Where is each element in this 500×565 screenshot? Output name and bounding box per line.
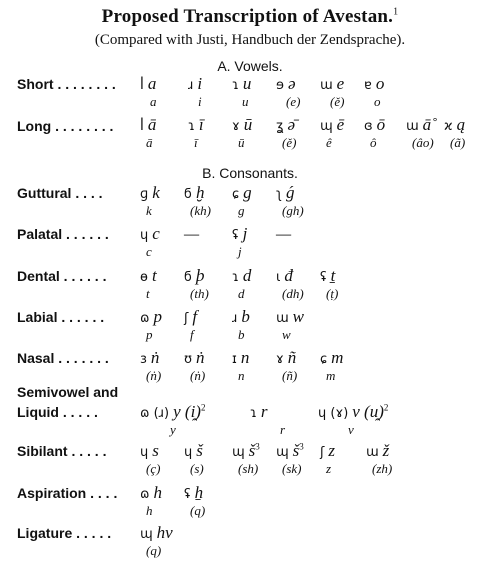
glyph-cell — [232, 183, 252, 203]
avestan-glyph: ɥ (ɤ) — [318, 406, 349, 421]
avestan-glyph: ʢ — [184, 487, 191, 502]
justi-equivalent: y — [170, 422, 176, 437]
justi-equivalent: (q) — [190, 503, 206, 518]
justi-equivalent: u — [242, 94, 249, 109]
avestan-glyph: ɡ — [140, 187, 149, 202]
avestan-glyph: ɩ — [276, 270, 281, 285]
glyph-cell — [250, 402, 268, 422]
glyph-cell — [444, 115, 465, 135]
justi-equivalent: ô — [370, 135, 377, 150]
glyph-cell — [276, 183, 295, 203]
glyph-cell — [320, 266, 335, 286]
transliteration: g — [243, 183, 252, 202]
transliteration: š — [292, 441, 300, 460]
glyph-cell — [364, 115, 385, 135]
row-label-4: Nasal . . . . . . . — [17, 350, 109, 366]
transliteration: ṯ — [330, 266, 336, 285]
transliteration: i — [197, 74, 203, 93]
transliteration: ž — [382, 441, 390, 460]
row-label-3: Labial . . . . . . — [17, 309, 105, 325]
transliteration: c — [152, 224, 160, 243]
row-label-6: Sibilant . . . . . — [17, 443, 107, 459]
avestan-glyph: ɰ — [320, 119, 333, 134]
transliteration: ū — [243, 115, 253, 134]
avestan-glyph: ꟾ — [140, 119, 144, 134]
justi-equivalent: (ṅ) — [146, 368, 162, 383]
transliteration: r — [260, 402, 268, 421]
justi-equivalent: (e) — [286, 94, 301, 109]
justi-equivalent: (sh) — [238, 461, 259, 476]
avestan-glyph: ɰ — [140, 527, 153, 542]
row-label-7: Aspiration . . . . — [17, 485, 118, 501]
avestan-glyph: ɥ — [184, 445, 193, 460]
transliteration: ą — [456, 115, 466, 134]
transliteration: ṅ — [196, 348, 205, 367]
glyph-cell — [184, 307, 197, 327]
glyph-cell — [184, 266, 204, 286]
avestan-glyph: ɰ — [276, 445, 289, 460]
transliteration: n — [240, 348, 250, 367]
avestan-glyph: ʃ — [184, 311, 189, 326]
transliteration: — — [184, 224, 200, 243]
justi-equivalent: (gh) — [282, 203, 304, 218]
avestan-glyph: ɵ — [140, 270, 148, 285]
glyph-cell — [320, 74, 344, 94]
glyph-cell — [276, 115, 295, 135]
row-label-semivowel: Semivowel and — [17, 384, 119, 400]
justi-equivalent: v — [348, 422, 354, 437]
glyph-cell — [232, 348, 249, 368]
transliteration: ə — [288, 74, 296, 93]
justi-equivalent: i — [198, 94, 202, 109]
avestan-glyph: ɹ — [232, 311, 238, 326]
justi-equivalent: d — [238, 286, 245, 301]
row-label-8: Ligature . . . . . — [17, 525, 112, 541]
avestan-glyph: ɤ — [232, 119, 240, 134]
transliteration: d — [242, 266, 252, 285]
avestan-glyph: ʃ — [320, 445, 325, 460]
justi-equivalent: p — [146, 327, 153, 342]
justi-equivalent: g — [238, 203, 245, 218]
justi-equivalent: (dh) — [282, 286, 304, 301]
justi-equivalent: k — [146, 203, 152, 218]
justi-equivalent: (zh) — [372, 461, 393, 476]
glyph-cell — [140, 115, 156, 135]
glyph-cell — [406, 115, 431, 135]
avestan-glyph: ɕ — [320, 352, 328, 367]
glyph-cell — [276, 348, 296, 368]
transliteration: ǵ — [286, 183, 295, 202]
justi-equivalent: b — [238, 327, 245, 342]
avestan-glyph: ɿ — [250, 406, 257, 421]
justi-equivalent: (ñ) — [282, 368, 298, 383]
row-label-2: Dental . . . . . . — [17, 268, 107, 284]
glyph-cell — [140, 441, 159, 461]
glyph-cell — [184, 183, 204, 203]
transliteration: u — [242, 74, 252, 93]
justi-equivalent: w — [282, 327, 291, 342]
avestan-glyph: ɥ — [140, 228, 149, 243]
transliteration: ḫ — [195, 183, 205, 202]
transliteration: s — [152, 441, 159, 460]
transliteration: j — [242, 224, 248, 243]
justi-equivalent: (sk) — [282, 461, 302, 476]
avestan-glyph: ɷ — [140, 311, 150, 326]
glyph-cell — [276, 307, 304, 327]
row-label-0: Guttural . . . . — [17, 185, 103, 201]
transliteration: hv — [156, 523, 173, 542]
justi-equivalent: h — [146, 503, 153, 518]
transliteration: ā — [147, 115, 157, 134]
avestan-glyph: ɹ — [188, 78, 194, 93]
glyph-cell: ɰ $š^3$ — [276, 441, 304, 460]
glyph-cell: ɥ (ɤ) v (u̯)$^2$ — [318, 402, 389, 421]
transliteration: ñ — [287, 348, 297, 367]
glyph-cell — [140, 183, 160, 203]
glyph-cell — [140, 224, 160, 244]
glyph-cell — [188, 74, 202, 94]
avestan-glyph: ʢ — [232, 228, 239, 243]
glyph-cell — [140, 74, 156, 94]
transliteration: y (i̯) — [173, 402, 201, 421]
avestan-glyph: ɯ — [276, 311, 289, 326]
glyph-cell — [184, 348, 205, 368]
avestan-glyph: ɷ — [140, 487, 150, 502]
glyph-cell — [232, 307, 250, 327]
justi-equivalent: r — [280, 422, 286, 437]
avestan-glyph: ϭ — [184, 270, 192, 285]
row-label-short: Short . . . . . . . . — [17, 76, 116, 92]
footnote-mark: 1 — [393, 6, 399, 18]
row-label-liquid: Liquid . . . . . — [17, 404, 98, 420]
transliteration: ə̄ — [287, 115, 296, 134]
glyph-cell — [320, 115, 344, 135]
transliteration: ṅ — [150, 348, 160, 367]
transliteration: b — [241, 307, 250, 326]
transliteration: š — [248, 441, 256, 460]
avestan-glyph: ɯ — [406, 119, 419, 134]
avestan-glyph: ϰ — [444, 119, 453, 134]
glyph-cell — [276, 74, 296, 94]
justi-equivalent: z — [326, 461, 332, 476]
justi-equivalent: ū — [238, 135, 245, 150]
transliteration: o — [375, 74, 385, 93]
transliteration: z — [328, 441, 335, 460]
glyph-cell — [276, 266, 293, 286]
justi-equivalent: c — [146, 244, 152, 259]
justi-equivalent: n — [238, 368, 245, 383]
glyph-cell — [140, 523, 173, 543]
transliteration: ā̊ — [422, 115, 432, 134]
section-heading-consonants: B. Consonants. — [202, 165, 298, 181]
transliteration: v (u̯) — [352, 402, 384, 421]
transliteration: w — [292, 307, 305, 326]
justi-equivalent: t — [146, 286, 150, 301]
transliteration: a — [147, 74, 157, 93]
justi-equivalent: (ç) — [146, 461, 161, 476]
justi-equivalent: (ṅ) — [190, 368, 206, 383]
justi-equivalent: ī — [194, 135, 198, 150]
justi-equivalent: (th) — [190, 286, 209, 301]
glyph-cell — [140, 307, 162, 327]
glyph-cell — [276, 224, 291, 244]
glyph-cell — [232, 224, 247, 244]
transliteration: f — [192, 307, 198, 326]
transliteration: ō — [376, 115, 386, 134]
glyph-cell — [184, 483, 203, 503]
glyph-cell — [188, 115, 204, 135]
row-label-long: Long . . . . . . . . — [17, 118, 114, 134]
avestan-glyph: ϭ — [184, 187, 192, 202]
transliteration: h — [153, 483, 162, 502]
glyph-cell — [320, 348, 343, 368]
transliteration: ē — [336, 115, 345, 134]
transliteration: đ — [284, 266, 293, 285]
justi-equivalent: (kh) — [190, 203, 211, 218]
row-label-1: Palatal . . . . . . — [17, 226, 109, 242]
justi-equivalent: a — [150, 94, 157, 109]
glyph-cell — [140, 266, 157, 286]
justi-equivalent: m — [326, 368, 336, 383]
glyph-cell — [364, 74, 384, 94]
avestan-glyph: ɯ — [366, 445, 379, 460]
justi-equivalent: ê — [326, 135, 332, 150]
justi-equivalent: ā — [146, 135, 153, 150]
justi-equivalent: (âo) — [412, 135, 434, 150]
page-title: Proposed Transcription of Avestan.$^1$ — [101, 6, 399, 27]
transliteration: — — [276, 224, 292, 243]
glyph-cell — [140, 483, 162, 503]
avestan-glyph: ɿ — [188, 119, 195, 134]
transliteration: e — [336, 74, 345, 93]
avestan-glyph: ɿ — [232, 78, 239, 93]
transliteration: ẖ — [194, 483, 204, 502]
justi-equivalent: j — [238, 244, 242, 259]
avestan-glyph: ɕ — [232, 187, 240, 202]
justi-equivalent: (ě) — [330, 94, 345, 109]
avestan-glyph: ꟾ — [140, 78, 144, 93]
avestan-glyph: ɷ (ɹ) — [140, 406, 170, 421]
avestan-glyph: ʢ — [320, 270, 327, 285]
justi-equivalent: (ě) — [282, 135, 297, 150]
avestan-glyph: ʓ — [276, 119, 284, 134]
avestan-glyph: ɐ — [364, 78, 372, 93]
avestan-glyph: ɿ — [232, 270, 239, 285]
glyph-cell — [232, 74, 251, 94]
justi-equivalent: (ã) — [450, 135, 466, 150]
justi-equivalent: f — [190, 327, 194, 342]
justi-equivalent: (q) — [146, 543, 162, 558]
transliteration: š — [196, 441, 203, 460]
transliteration: m — [331, 348, 344, 367]
avestan-glyph: ɰ — [232, 445, 245, 460]
avestan-glyph: ʊ — [184, 352, 193, 367]
glyph-cell — [140, 348, 159, 368]
glyph-cell — [232, 115, 252, 135]
transliteration: t — [151, 266, 157, 285]
glyph-cell — [184, 224, 199, 244]
glyph-cell: ɰ $š^3$ — [232, 441, 260, 460]
avestan-glyph: ɪ — [232, 352, 237, 367]
avestan-glyph: ɘ — [276, 78, 284, 93]
justi-equivalent: (s) — [190, 461, 204, 476]
transliteration: k — [152, 183, 160, 202]
transliteration: þ — [195, 266, 205, 285]
avestan-glyph: ɤ — [276, 352, 284, 367]
transliteration: ī — [198, 115, 204, 134]
page-subtitle: (Compared with Justi, Handbuch der Zendsprache). — [94, 32, 406, 48]
glyph-cell — [232, 266, 251, 286]
avestan-glyph: ɜ — [140, 352, 147, 367]
justi-equivalent: o — [374, 94, 381, 109]
avestan-glyph: ɯ — [320, 78, 333, 93]
avestan-glyph: ɥ — [140, 445, 149, 460]
glyph-cell — [320, 441, 335, 461]
glyph-cell: ɷ (ɹ) y (i̯)$^2$ — [140, 402, 206, 421]
section-heading-vowels: A. Vowels. — [217, 58, 283, 74]
transliteration: p — [153, 307, 162, 326]
avestan-glyph: ʅ — [276, 187, 282, 202]
glyph-cell — [184, 441, 203, 461]
glyph-cell — [366, 441, 389, 461]
justi-equivalent: (ṭ) — [326, 286, 339, 301]
avestan-glyph: ɞ — [364, 119, 373, 134]
